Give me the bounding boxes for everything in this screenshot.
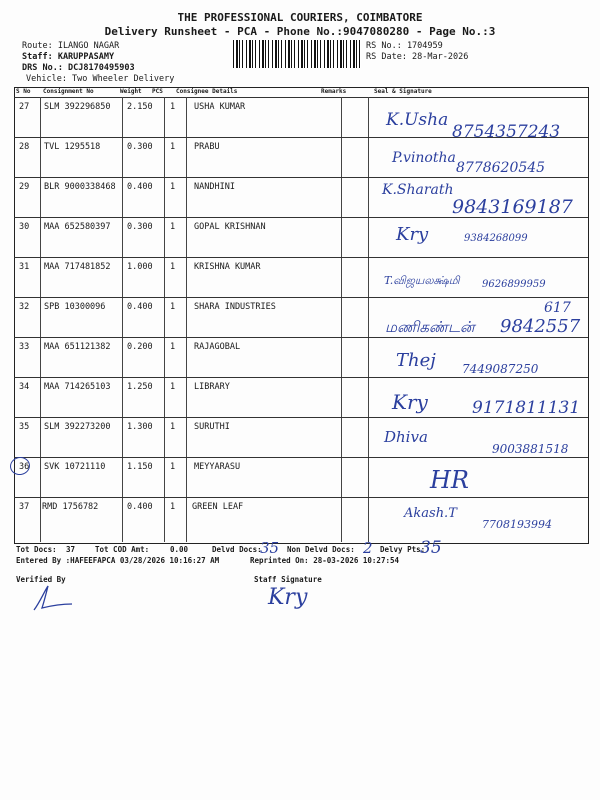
row-consignment: MAA 651121382 xyxy=(44,342,111,352)
row-divider xyxy=(14,217,588,218)
row-divider xyxy=(14,137,588,138)
runsheet-title: Delivery Runsheet - PCA - Phone No.:9047080280 - Page No.:3 xyxy=(104,25,496,38)
row-signature: Kry xyxy=(396,224,429,245)
delvd-docs-value: 35 xyxy=(260,539,280,557)
non-delvd-docs-label: Non Delvd Docs: xyxy=(287,545,355,554)
row-sno: 29 xyxy=(19,182,30,192)
row-sno: 33 xyxy=(19,342,30,352)
row-consignee: PRABU xyxy=(194,142,220,152)
row-weight: 0.400 xyxy=(127,182,153,192)
row-sno: 36 xyxy=(19,462,30,472)
drs-number: DRS No.: DCJ8170495903 xyxy=(22,63,135,73)
row-consignee: LIBRARY xyxy=(194,382,230,392)
staff-signature: Kry xyxy=(268,585,308,610)
tot-cod-label: Tot COD Amt: xyxy=(95,545,150,554)
row-consignment: BLR 9000338468 xyxy=(44,182,116,192)
row-pcs: 1 xyxy=(170,422,176,432)
column-divider xyxy=(368,97,369,542)
column-divider xyxy=(341,97,342,542)
row-weight: 0.200 xyxy=(127,342,153,352)
row-sno: 27 xyxy=(19,102,30,112)
row-consignee: NANDHINI xyxy=(194,182,235,192)
company-name: THE PROFESSIONAL COURIERS, COIMBATORE xyxy=(177,11,423,24)
reprinted-on: Reprinted On: 28-03-2026 10:27:54 xyxy=(250,556,400,565)
row-weight: 0.400 xyxy=(127,502,153,512)
row-consignee: GREEN LEAF xyxy=(192,502,244,512)
column-divider xyxy=(122,97,123,542)
row-divider xyxy=(14,297,588,298)
delvy-pts-value: 35 xyxy=(420,538,442,558)
row-consignment: TVL 1295518 xyxy=(44,142,101,152)
row-signature: Thej xyxy=(396,350,436,371)
row-consignment: MAA 714265103 xyxy=(44,382,111,392)
row-phone: 7449087250 xyxy=(462,362,539,376)
row-consignee: KRISHNA KUMAR xyxy=(194,262,261,272)
row-divider xyxy=(14,337,588,338)
row-pcs: 1 xyxy=(170,462,176,472)
vehicle-label: Vehicle: Two Wheeler Delivery xyxy=(26,74,175,84)
verified-by-label: Verified By xyxy=(16,575,66,584)
entered-by: Entered By :HAFEEFAPCA 03/28/2026 10:16:27 AM xyxy=(16,556,220,565)
row-divider xyxy=(14,177,588,178)
delvy-pts-label: Delvy Pts: xyxy=(380,545,426,554)
row-phone: 9843169187 xyxy=(452,196,573,218)
row-phone: 9171811131 xyxy=(472,398,581,418)
rs-number: RS No.: 1704959 xyxy=(366,41,443,51)
staff-label: Staff: KARUPPASAMY xyxy=(22,52,115,62)
row-pcs: 1 xyxy=(170,182,176,192)
row-phone: 7708193994 xyxy=(482,518,552,531)
row-consignee: GOPAL KRISHNAN xyxy=(194,222,266,232)
row-consignment: SPB 10300096 xyxy=(44,302,106,312)
col-sno: S No xyxy=(16,88,31,95)
tot-docs-label: Tot Docs: xyxy=(16,545,57,554)
row-consignment: SLM 392273200 xyxy=(44,422,111,432)
row-consignee: MEYYARASU xyxy=(194,462,241,472)
barcode xyxy=(233,40,361,68)
row-pcs: 1 xyxy=(170,142,176,152)
row-sno: 28 xyxy=(19,142,30,152)
row-pcs: 1 xyxy=(170,102,176,112)
row-pcs: 1 xyxy=(170,342,176,352)
row-signature: K.Usha xyxy=(386,110,449,130)
row-phone: 9842557 xyxy=(500,316,581,337)
row-signature: Kry xyxy=(392,390,428,414)
row-pcs: 1 xyxy=(170,262,176,272)
row-signature: HR xyxy=(430,466,469,494)
row-sno: 34 xyxy=(19,382,30,392)
row-sno: 35 xyxy=(19,422,30,432)
row-phone: 9003881518 xyxy=(492,442,569,456)
row-consignment: SLM 392296850 xyxy=(44,102,111,112)
delvd-docs-label: Delvd Docs: xyxy=(212,545,262,554)
row-phone: 8754357243 xyxy=(452,122,561,142)
row-weight: 1.250 xyxy=(127,382,153,392)
row-consignee: RAJAGOBAL xyxy=(194,342,241,352)
col-weight: Weight xyxy=(120,88,142,95)
row-divider xyxy=(14,497,588,498)
rs-date: RS Date: 28-Mar-2026 xyxy=(366,52,469,62)
row-signature: T.விஜயலக்ஷ்மி xyxy=(384,274,460,287)
row-signature: Dhiva xyxy=(384,428,428,446)
row-sno: 37 xyxy=(19,502,30,512)
row-divider xyxy=(14,377,588,378)
tot-cod-value: 0.00 xyxy=(170,545,189,554)
row-sno: 32 xyxy=(19,302,30,312)
col-pcs: PCS xyxy=(152,88,163,95)
col-seal-signature: Seal & Signature xyxy=(374,88,432,95)
row-pcs: 1 xyxy=(170,382,176,392)
staff-signature-label: Staff Signature xyxy=(254,575,322,584)
row-signature: K.Sharath xyxy=(382,182,454,198)
row-weight: 2.150 xyxy=(127,102,153,112)
row-consignment: SVK 10721110 xyxy=(44,462,106,472)
row-note: 617 xyxy=(544,300,571,316)
row-pcs: 1 xyxy=(170,302,176,312)
header-divider xyxy=(14,97,588,98)
row-weight: 1.300 xyxy=(127,422,153,432)
col-consignment: Consignment No xyxy=(43,88,94,95)
row-signature: மணிகண்டன் xyxy=(385,318,475,336)
row-weight: 1.000 xyxy=(127,262,153,272)
row-consignee: SURUTHI xyxy=(194,422,230,432)
row-pcs: 1 xyxy=(170,222,176,232)
col-remarks: Remarks xyxy=(321,88,347,95)
row-phone: 8778620545 xyxy=(456,160,546,176)
row-divider xyxy=(14,417,588,418)
row-consignee: USHA KUMAR xyxy=(194,102,246,112)
row-weight: 0.300 xyxy=(127,142,153,152)
verifier-signature xyxy=(30,584,74,614)
row-consignment: RMD 1756782 xyxy=(42,502,99,512)
row-consignee: SHARA INDUSTRIES xyxy=(194,302,276,312)
row-weight: 0.300 xyxy=(127,222,153,232)
row-signature: Akash.T xyxy=(404,506,457,521)
row-phone: 9626899959 xyxy=(482,279,546,290)
row-consignment: MAA 652580397 xyxy=(44,222,111,232)
row-pcs: 1 xyxy=(170,502,176,512)
row-consignment: MAA 717481852 xyxy=(44,262,111,272)
row-divider xyxy=(14,457,588,458)
row-divider xyxy=(14,257,588,258)
row-sno: 30 xyxy=(19,222,30,232)
row-sno: 31 xyxy=(19,262,30,272)
row-phone: 9384268099 xyxy=(464,233,528,244)
row-weight: 1.150 xyxy=(127,462,153,472)
row-weight: 0.400 xyxy=(127,302,153,312)
column-divider xyxy=(186,97,187,542)
column-divider xyxy=(40,97,41,542)
non-delvd-docs-value: 2 xyxy=(363,539,373,557)
column-divider xyxy=(164,97,165,542)
col-consignee: Consignee Details xyxy=(176,88,238,95)
row-signature: P.vinotha xyxy=(392,150,456,166)
route-label: Route: ILANGO NAGAR xyxy=(22,41,120,51)
tot-docs-value: 37 xyxy=(66,545,76,554)
